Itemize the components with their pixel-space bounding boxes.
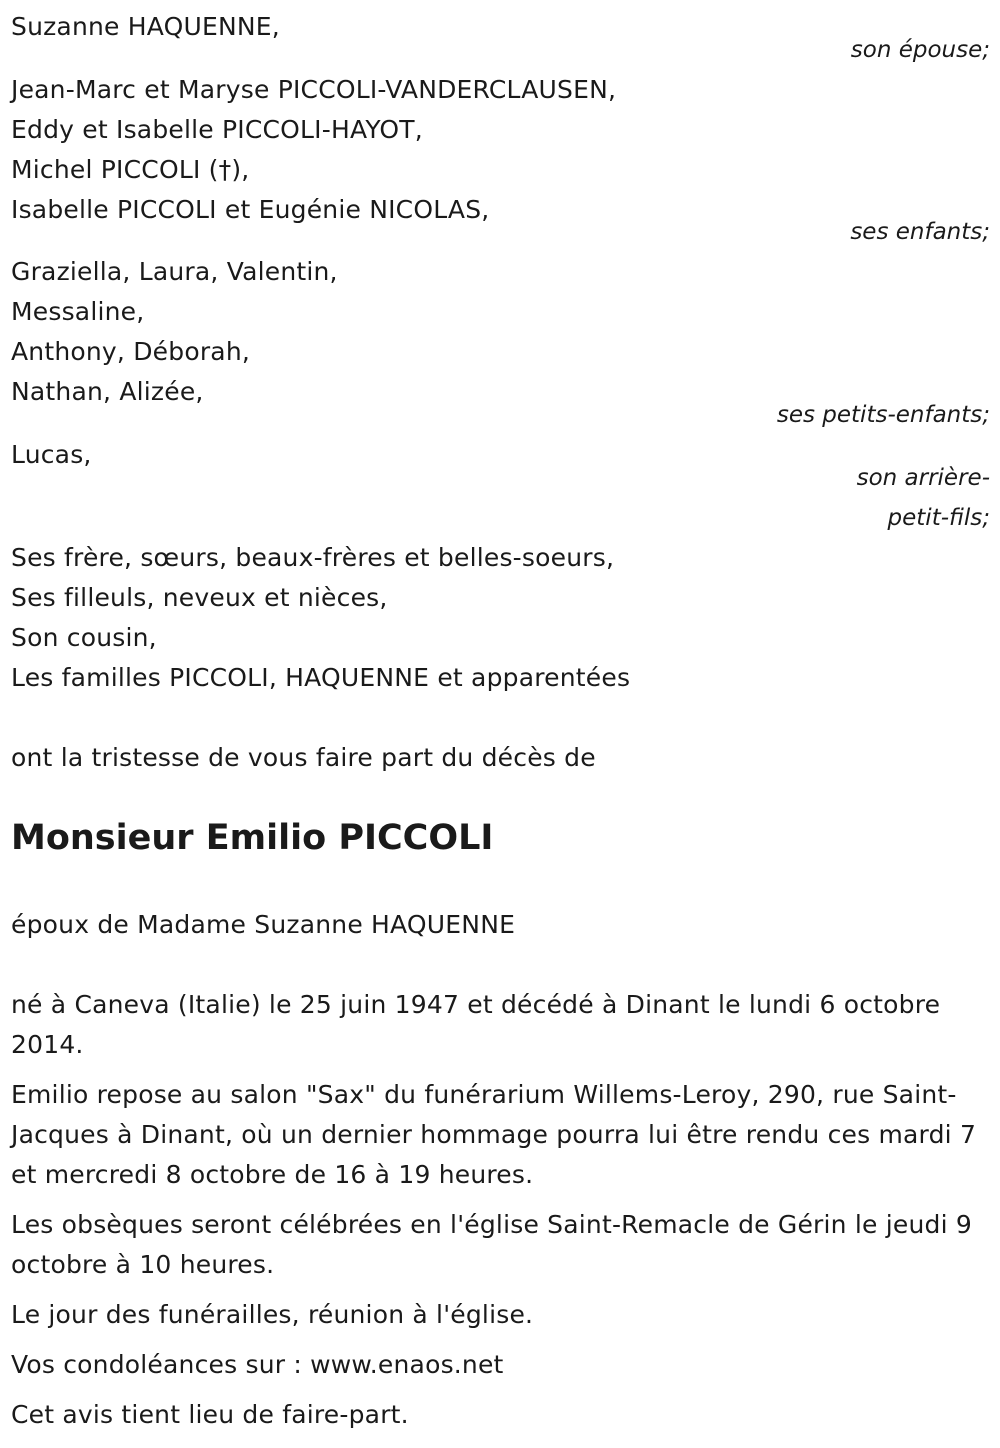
spouse-of-text: époux de Madame Suzanne HAQUENNE [11, 910, 516, 939]
child-line: Jean-Marc et Maryse PICCOLI-VANDERCLAUSEN, [11, 75, 617, 104]
grandchild-line: Anthony, Déborah, [11, 337, 251, 366]
grandchild-line: Nathan, Alizée, [11, 377, 204, 406]
birth-death-paragraph: né à Caneva (Italie) le 25 juin 1947 et décédé à Dinant le lundi 6 octobre 2014. [11, 990, 941, 1059]
announcement-text: ont la tristesse de vous faire part du décès de [11, 743, 596, 772]
condolences-text: Vos condoléances sur : www.enaos.net [11, 1350, 504, 1379]
spouse-name: Suzanne HAQUENNE, [11, 12, 280, 41]
child-line: Isabelle PICCOLI et Eugénie NICOLAS, [11, 195, 490, 224]
family-line: Les familles PICCOLI, HAQUENNE et apparentées [11, 663, 631, 692]
repose-paragraph: Emilio repose au salon "Sax" du funérarium Willems-Leroy, 290, rue Saint-Jacques à Dinant, où un dernier hommage pourra lui être rendu ces mardi 7 et mercredi 8 octobre de 16 à 19 heures. [11, 1080, 977, 1189]
notice-text: Cet avis tient lieu de faire-part. [11, 1400, 409, 1429]
children-relation: ses enfants; [850, 219, 990, 245]
great-grandchild-relation-1: son arrière- [856, 465, 990, 491]
funeral-paragraph: Les obsèques seront célébrées en l'église Saint-Remacle de Gérin le jeudi 9 octobre à 10 heures. [11, 1210, 972, 1279]
grandchildren-relation: ses petits-enfants; [776, 402, 990, 428]
great-grandchild-relation-2: petit-fils; [887, 505, 990, 531]
spouse-relation: son épouse; [850, 37, 990, 63]
meeting-text: Le jour des funérailles, réunion à l'église. [11, 1300, 534, 1329]
child-line: Michel PICCOLI (†), [11, 155, 250, 184]
grandchild-line: Messaline, [11, 297, 145, 326]
family-line: Ses filleuls, neveux et nièces, [11, 583, 388, 612]
grandchild-line: Graziella, Laura, Valentin, [11, 257, 338, 286]
child-line: Eddy et Isabelle PICCOLI-HAYOT, [11, 115, 423, 144]
deceased-name: Monsieur Emilio PICCOLI [11, 818, 494, 858]
great-grandchild-name: Lucas, [11, 440, 92, 469]
family-line: Ses frère, sœurs, beaux-frères et belles-soeurs, [11, 543, 615, 572]
family-line: Son cousin, [11, 623, 157, 652]
